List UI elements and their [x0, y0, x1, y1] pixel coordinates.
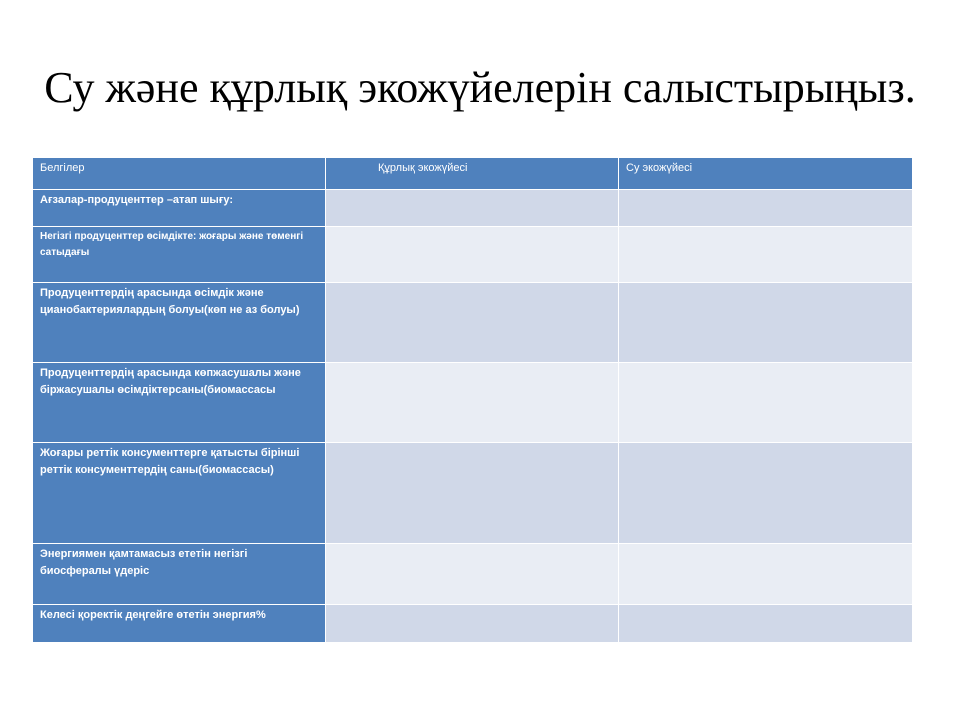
header-land-ecosystem: Құрлық экожүйесі	[326, 158, 619, 190]
land-cell[interactable]	[326, 283, 619, 363]
slide-title: Су және құрлық экожүйелерін салыстырыңыз.	[44, 63, 916, 112]
table-row	[33, 605, 913, 643]
water-cell[interactable]	[619, 605, 913, 643]
land-cell[interactable]	[326, 227, 619, 283]
table-row	[33, 544, 913, 605]
land-cell[interactable]	[326, 605, 619, 643]
row-label: Жоғары реттік консументтерге қатысты бірінші реттік консументтердің саны(биомассасы)	[33, 443, 326, 544]
row-label: Ағзалар-продуценттер –атап шығу:	[33, 190, 326, 227]
water-cell[interactable]	[619, 283, 913, 363]
water-cell[interactable]	[619, 190, 913, 227]
row-label: Келесі қоректік деңгейге өтетін энергия%	[33, 605, 326, 643]
row-label: Продуценттердің арасында көпжасушалы және біржасушалы өсімдіктерсаны(биомассасы	[33, 363, 326, 443]
land-cell[interactable]	[326, 363, 619, 443]
table-row	[33, 363, 913, 443]
table-row	[33, 283, 913, 363]
header-features: Белгілер	[33, 158, 326, 190]
water-cell[interactable]	[619, 544, 913, 605]
water-cell[interactable]	[619, 227, 913, 283]
table-row	[33, 227, 913, 283]
comparison-table	[32, 157, 913, 643]
water-cell[interactable]	[619, 443, 913, 544]
land-cell[interactable]	[326, 544, 619, 605]
table-header-row	[33, 158, 913, 190]
land-cell[interactable]	[326, 443, 619, 544]
table-row	[33, 190, 913, 227]
land-cell[interactable]	[326, 190, 619, 227]
header-water-ecosystem: Су экожүйесі	[619, 158, 913, 190]
table-row	[33, 443, 913, 544]
row-label: Негізгі продуценттер өсімдікте: жоғары және төменгі сатыдағы	[33, 227, 326, 283]
water-cell[interactable]	[619, 363, 913, 443]
row-label: Энергиямен қамтамасыз ететін негізгі биосфералы үдеріс	[33, 544, 326, 605]
row-label: Продуценттердің арасында өсімдік және цианобактериялардың болуы(көп не аз болуы)	[33, 283, 326, 363]
